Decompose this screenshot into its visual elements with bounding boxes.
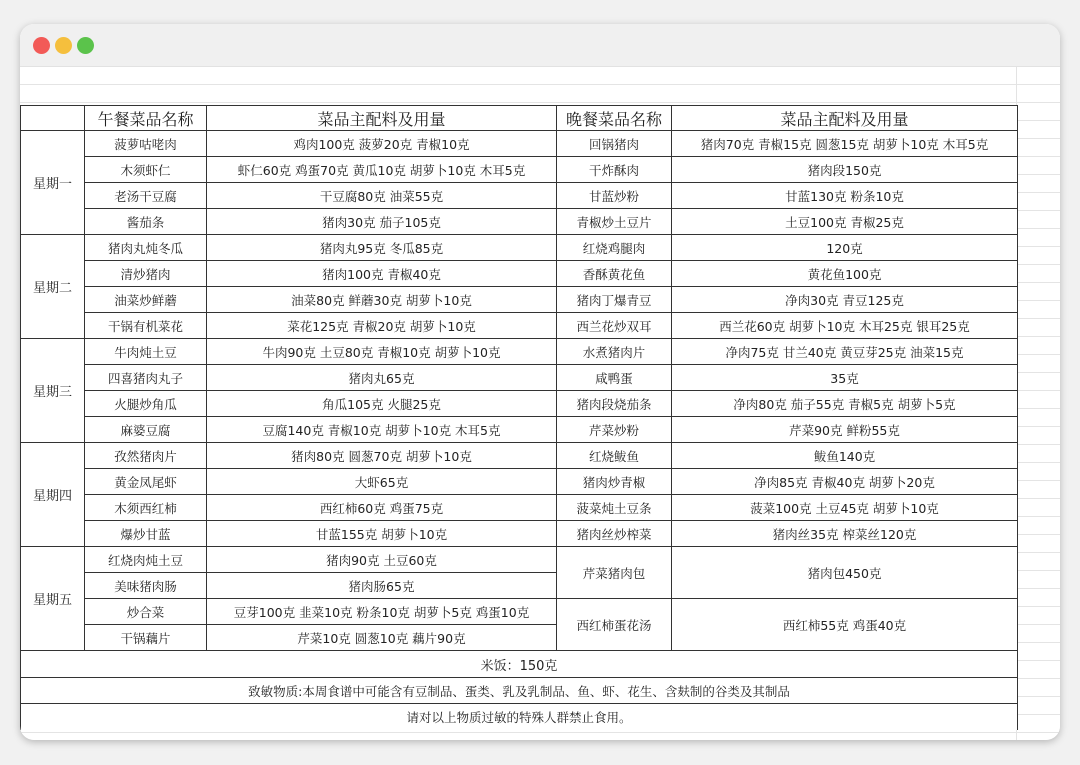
lunch-ingredients-cell[interactable]: 猪肉90克 土豆60克 xyxy=(207,547,557,573)
dinner-ingredients-cell[interactable]: 猪肉丝35克 榨菜丝120克 xyxy=(672,521,1018,547)
lunch-dish-cell[interactable]: 油菜炒鲜蘑 xyxy=(85,287,207,313)
rice-cell[interactable]: 米饭：150克 xyxy=(21,651,1018,678)
lunch-dish-cell[interactable]: 干锅有机菜花 xyxy=(85,313,207,339)
lunch-dish-cell[interactable]: 麻婆豆腐 xyxy=(85,417,207,443)
menu-row xyxy=(21,157,1018,183)
menu-row xyxy=(21,521,1018,547)
dinner-dish-cell[interactable]: 西红柿蛋花汤 xyxy=(557,599,672,651)
dinner-dish-cell[interactable]: 青椒炒土豆片 xyxy=(557,209,672,235)
lunch-dish-cell[interactable]: 猪肉丸炖冬瓜 xyxy=(85,235,207,261)
dinner-dish-cell[interactable]: 干炸酥肉 xyxy=(557,157,672,183)
menu-row xyxy=(21,261,1018,287)
day-cell[interactable]: 星期三 xyxy=(21,339,85,443)
lunch-ingredients-cell[interactable]: 虾仁60克 鸡蛋70克 黄瓜10克 胡萝卜10克 木耳5克 xyxy=(207,157,557,183)
menu-row xyxy=(21,339,1018,365)
spreadsheet-grid[interactable] xyxy=(20,67,1060,740)
lunch-dish-cell[interactable]: 木须西红柿 xyxy=(85,495,207,521)
menu-row xyxy=(21,443,1018,469)
allergen-warning-row xyxy=(21,704,1018,730)
dinner-ingredients-cell[interactable]: 猪肉70克 青椒15克 圆葱15克 胡萝卜10克 木耳5克 xyxy=(672,131,1018,157)
lunch-dish-cell[interactable]: 火腿炒角瓜 xyxy=(85,391,207,417)
lunch-dish-cell[interactable]: 爆炒甘蓝 xyxy=(85,521,207,547)
spreadsheet-window xyxy=(20,24,1060,740)
dinner-ingredients-cell[interactable]: 猪肉段150克 xyxy=(672,157,1018,183)
menu-row xyxy=(21,287,1018,313)
lunch-dish-cell[interactable]: 木须虾仁 xyxy=(85,157,207,183)
dinner-ingredients-cell[interactable]: 甘蓝130克 粉条10克 xyxy=(672,183,1018,209)
allergen-row xyxy=(21,678,1018,704)
dinner-dish-cell[interactable]: 红烧鲅鱼 xyxy=(557,443,672,469)
dinner-dish-cell[interactable]: 咸鸭蛋 xyxy=(557,365,672,391)
maximize-window-button[interactable] xyxy=(77,37,94,54)
lunch-ingredients-cell[interactable]: 猪肉30克 茄子105克 xyxy=(207,209,557,235)
dinner-ingredients-cell[interactable]: 120克 xyxy=(672,235,1018,261)
lunch-ingredients-cell[interactable]: 豆芽100克 韭菜10克 粉条10克 胡萝卜5克 鸡蛋10克 xyxy=(207,599,557,625)
menu-row xyxy=(21,209,1018,235)
dinner-dish-cell[interactable]: 水煮猪肉片 xyxy=(557,339,672,365)
lunch-ingredients-cell[interactable]: 猪肉丸65克 xyxy=(207,365,557,391)
day-cell[interactable]: 星期四 xyxy=(21,443,85,547)
menu-row xyxy=(21,183,1018,209)
menu-row xyxy=(21,495,1018,521)
dinner-dish-cell[interactable]: 香酥黄花鱼 xyxy=(557,261,672,287)
dinner-ingredients-cell[interactable]: 土豆100克 青椒25克 xyxy=(672,209,1018,235)
lunch-dish-cell[interactable]: 老汤干豆腐 xyxy=(85,183,207,209)
lunch-dish-cell[interactable]: 黄金凤尾虾 xyxy=(85,469,207,495)
dinner-dish-cell[interactable]: 回锅猪肉 xyxy=(557,131,672,157)
weekly-menu-table xyxy=(20,105,1018,730)
allergen-warning-cell[interactable]: 请对以上物质过敏的特殊人群禁止食用。 xyxy=(21,704,1018,730)
dinner-dish-cell[interactable]: 猪肉炒青椒 xyxy=(557,469,672,495)
lunch-dish-cell[interactable]: 四喜猪肉丸子 xyxy=(85,365,207,391)
header-lunch-name: 午餐菜品名称 xyxy=(85,106,207,131)
dinner-ingredients-cell[interactable]: 35克 xyxy=(672,365,1018,391)
dinner-dish-cell[interactable]: 猪肉段烧茄条 xyxy=(557,391,672,417)
menu-row xyxy=(21,599,1018,625)
lunch-ingredients-cell[interactable]: 干豆腐80克 油菜55克 xyxy=(207,183,557,209)
lunch-dish-cell[interactable]: 孜然猪肉片 xyxy=(85,443,207,469)
dinner-ingredients-cell[interactable]: 西兰花60克 胡萝卜10克 木耳25克 银耳25克 xyxy=(672,313,1018,339)
dinner-ingredients-cell[interactable]: 净肉30克 青豆125克 xyxy=(672,287,1018,313)
menu-row xyxy=(21,417,1018,443)
lunch-ingredients-cell[interactable]: 牛肉90克 土豆80克 青椒10克 胡萝卜10克 xyxy=(207,339,557,365)
dinner-ingredients-cell[interactable]: 净肉80克 茄子55克 青椒5克 胡萝卜5克 xyxy=(672,391,1018,417)
day-cell[interactable]: 星期二 xyxy=(21,235,85,339)
dinner-ingredients-cell[interactable]: 净肉75克 甘兰40克 黄豆芽25克 油菜15克 xyxy=(672,339,1018,365)
rice-row xyxy=(21,651,1018,678)
header-day-cell xyxy=(21,106,85,131)
lunch-dish-cell[interactable]: 美味猪肉肠 xyxy=(85,573,207,599)
dinner-dish-cell[interactable]: 菠菜炖土豆条 xyxy=(557,495,672,521)
lunch-ingredients-cell[interactable]: 油菜80克 鲜蘑30克 胡萝卜10克 xyxy=(207,287,557,313)
lunch-ingredients-cell[interactable]: 鸡肉100克 菠萝20克 青椒10克 xyxy=(207,131,557,157)
menu-row xyxy=(21,131,1018,157)
dinner-dish-cell[interactable]: 芹菜炒粉 xyxy=(557,417,672,443)
dinner-ingredients-cell[interactable]: 菠菜100克 土豆45克 胡萝卜10克 xyxy=(672,495,1018,521)
dinner-dish-cell[interactable]: 猪肉丝炒榨菜 xyxy=(557,521,672,547)
allergen-note-cell[interactable]: 致敏物质:本周食谱中可能含有豆制品、蛋类、乳及乳制品、鱼、虾、花生、含麸制的谷类及其制品 xyxy=(21,678,1018,704)
menu-row xyxy=(21,547,1018,573)
dinner-dish-cell[interactable]: 猪肉丁爆青豆 xyxy=(557,287,672,313)
minimize-window-button[interactable] xyxy=(55,37,72,54)
menu-row xyxy=(21,365,1018,391)
lunch-ingredients-cell[interactable]: 甘蓝155克 胡萝卜10克 xyxy=(207,521,557,547)
menu-row xyxy=(21,391,1018,417)
dinner-dish-cell[interactable]: 红烧鸡腿肉 xyxy=(557,235,672,261)
dinner-dish-cell[interactable]: 甘蓝炒粉 xyxy=(557,183,672,209)
dinner-ingredients-cell[interactable]: 猪肉包450克 xyxy=(672,547,1018,599)
dinner-dish-cell[interactable]: 西兰花炒双耳 xyxy=(557,313,672,339)
lunch-ingredients-cell[interactable]: 猪肉100克 青椒40克 xyxy=(207,261,557,287)
header-dinner-name: 晚餐菜品名称 xyxy=(557,106,672,131)
lunch-dish-cell[interactable]: 酱茄条 xyxy=(85,209,207,235)
dinner-ingredients-cell[interactable]: 鲅鱼140克 xyxy=(672,443,1018,469)
header-row xyxy=(21,106,1018,131)
lunch-ingredients-cell[interactable]: 猪肉丸95克 冬瓜85克 xyxy=(207,235,557,261)
lunch-ingredients-cell[interactable]: 大虾65克 xyxy=(207,469,557,495)
lunch-dish-cell[interactable]: 炒合菜 xyxy=(85,599,207,625)
day-cell[interactable]: 星期一 xyxy=(21,131,85,235)
menu-row xyxy=(21,313,1018,339)
lunch-dish-cell[interactable]: 菠萝咕咾肉 xyxy=(85,131,207,157)
day-cell[interactable]: 星期五 xyxy=(21,547,85,651)
dinner-ingredients-cell[interactable]: 净肉85克 青椒40克 胡萝卜20克 xyxy=(672,469,1018,495)
lunch-ingredients-cell[interactable]: 西红柿60克 鸡蛋75克 xyxy=(207,495,557,521)
lunch-ingredients-cell[interactable]: 猪肉肠65克 xyxy=(207,573,557,599)
window-titlebar xyxy=(20,24,1060,67)
lunch-ingredients-cell[interactable]: 菜花125克 青椒20克 胡萝卜10克 xyxy=(207,313,557,339)
lunch-dish-cell[interactable]: 干锅藕片 xyxy=(85,625,207,651)
lunch-dish-cell[interactable]: 红烧肉炖土豆 xyxy=(85,547,207,573)
lunch-ingredients-cell[interactable]: 猪肉80克 圆葱70克 胡萝卜10克 xyxy=(207,443,557,469)
lunch-ingredients-cell[interactable]: 芹菜10克 圆葱10克 藕片90克 xyxy=(207,625,557,651)
lunch-ingredients-cell[interactable]: 角瓜105克 火腿25克 xyxy=(207,391,557,417)
lunch-dish-cell[interactable]: 清炒猪肉 xyxy=(85,261,207,287)
dinner-ingredients-cell[interactable]: 黄花鱼100克 xyxy=(672,261,1018,287)
menu-row xyxy=(21,469,1018,495)
lunch-dish-cell[interactable]: 牛肉炖土豆 xyxy=(85,339,207,365)
dinner-ingredients-cell[interactable]: 西红柿55克 鸡蛋40克 xyxy=(672,599,1018,651)
close-window-button[interactable] xyxy=(33,37,50,54)
header-dinner-ingredients: 菜品主配料及用量 xyxy=(672,106,1018,131)
dinner-dish-cell[interactable]: 芹菜猪肉包 xyxy=(557,547,672,599)
header-lunch-ingredients: 菜品主配料及用量 xyxy=(207,106,557,131)
menu-row xyxy=(21,235,1018,261)
lunch-ingredients-cell[interactable]: 豆腐140克 青椒10克 胡萝卜10克 木耳5克 xyxy=(207,417,557,443)
dinner-ingredients-cell[interactable]: 芹菜90克 鲜粉55克 xyxy=(672,417,1018,443)
